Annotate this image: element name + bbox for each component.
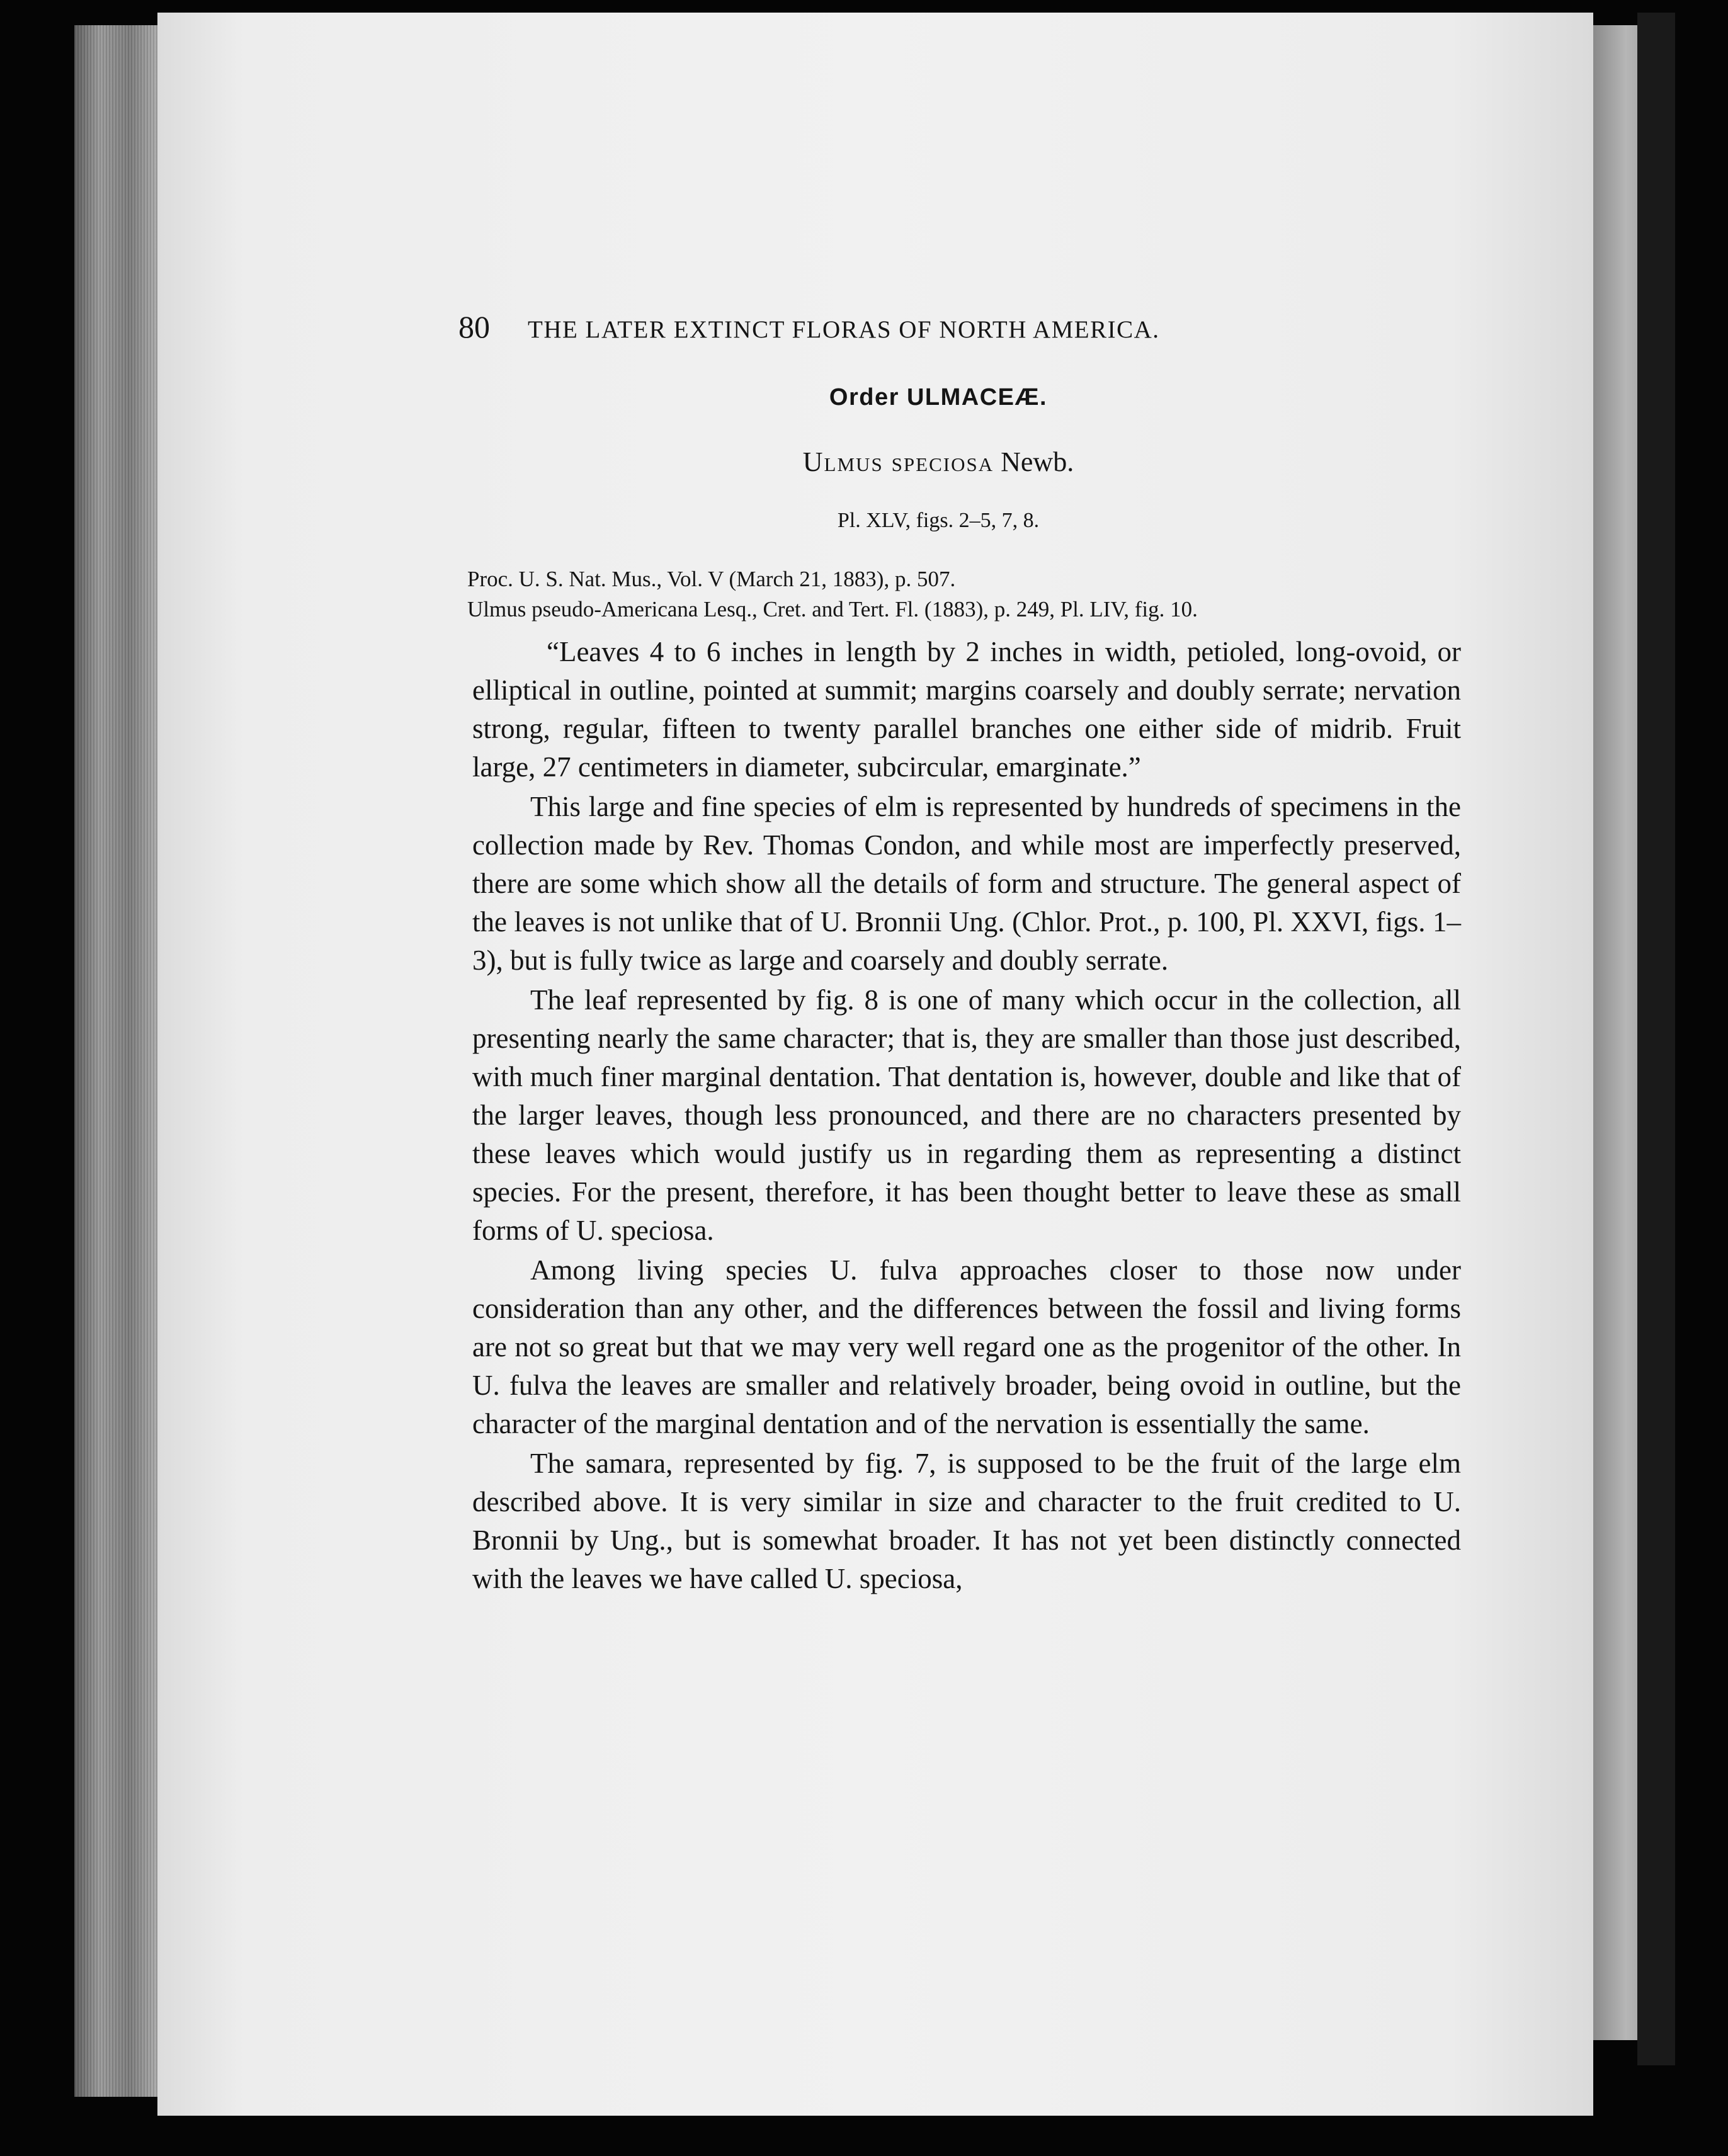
running-title: THE LATER EXTINCT FLORAS OF NORTH AMERICA. [528, 316, 1160, 343]
species-author: Newb. [1001, 446, 1074, 477]
species-heading [605, 446, 1272, 478]
paragraph-fig-8-leaf: The leaf represented by fig. 8 is one of many which occur in the collection, all presenting nearly the same character; that is, they are smaller than those just described, with much finer marginal dentation. That dentation is, however, double and like that of the larger leaves, though less pronounced, and there are no characters presented by these leaves which would justify us in regarding them as representing a distinct species. For the present, therefore, it has been thought better to leave these as small forms of U. speciosa. [472, 984, 1461, 1246]
synonymy-block [467, 564, 1456, 625]
species-name: Ulmus speciosa [802, 446, 994, 477]
running-head [458, 309, 1353, 359]
paragraph-condon-collection: This large and fine species of elm is represented by hundreds of specimens in the collection made by Rev. Thomas Condon, and while most are imperfectly preserved, there are some which show all the details of form and structure. The general aspect of the leaves is not unlike that of U. Bronnii Ung. (Chlor. Prot., p. 100, Pl. XXVI, figs. 1–3), but is fully twice as large and coarsely and doubly serrate. [472, 791, 1461, 976]
paragraph-living-species: Among living species U. fulva approaches closer to those now under consideration than any other, and the differences between the fossil and living forms are not so great but that we may very well regard one as the progenitor of the other. In U. fulva the leaves are smaller and relatively broader, being ovoid in outline, but the character of the marginal dentation and of the nervation is essentially the same. [472, 1254, 1461, 1439]
body-text [472, 633, 1461, 1598]
paragraph-description-quote: “Leaves 4 to 6 inches in length by 2 inches in width, petioled, long-ovoid, or elliptical in outline, pointed at summit; margins coarsely and doubly serrate; nervation strong, regular, fifteen to twenty parallel branches one either side of midrib. Fruit large, 27 centimeters in diameter, subcircular, emarginate.” [472, 636, 1461, 783]
paragraph-samara: The samara, represented by fig. 7, is supposed to be the fruit of the large elm described above. It is very similar in size and character to the fruit credited to U. Bronnii by Ung., but is somewhat broader. It has not yet been distinctly connected with the leaves we have called U. speciosa, [472, 1448, 1461, 1594]
page-number: 80 [458, 309, 490, 344]
scan-border [1637, 13, 1675, 2065]
order-heading: Order ULMACEÆ. [829, 384, 1048, 411]
synonymy-line: Proc. U. S. Nat. Mus., Vol. V (March 21, 1883), p. 507. [467, 567, 956, 591]
plate-reference: Pl. XLV, figs. 2–5, 7, 8. [837, 509, 1040, 532]
synonymy-line: Ulmus pseudo-Americana Lesq., Cret. and Tert. Fl. (1883), p. 249, Pl. LIV, fig. 10. [467, 597, 1198, 621]
